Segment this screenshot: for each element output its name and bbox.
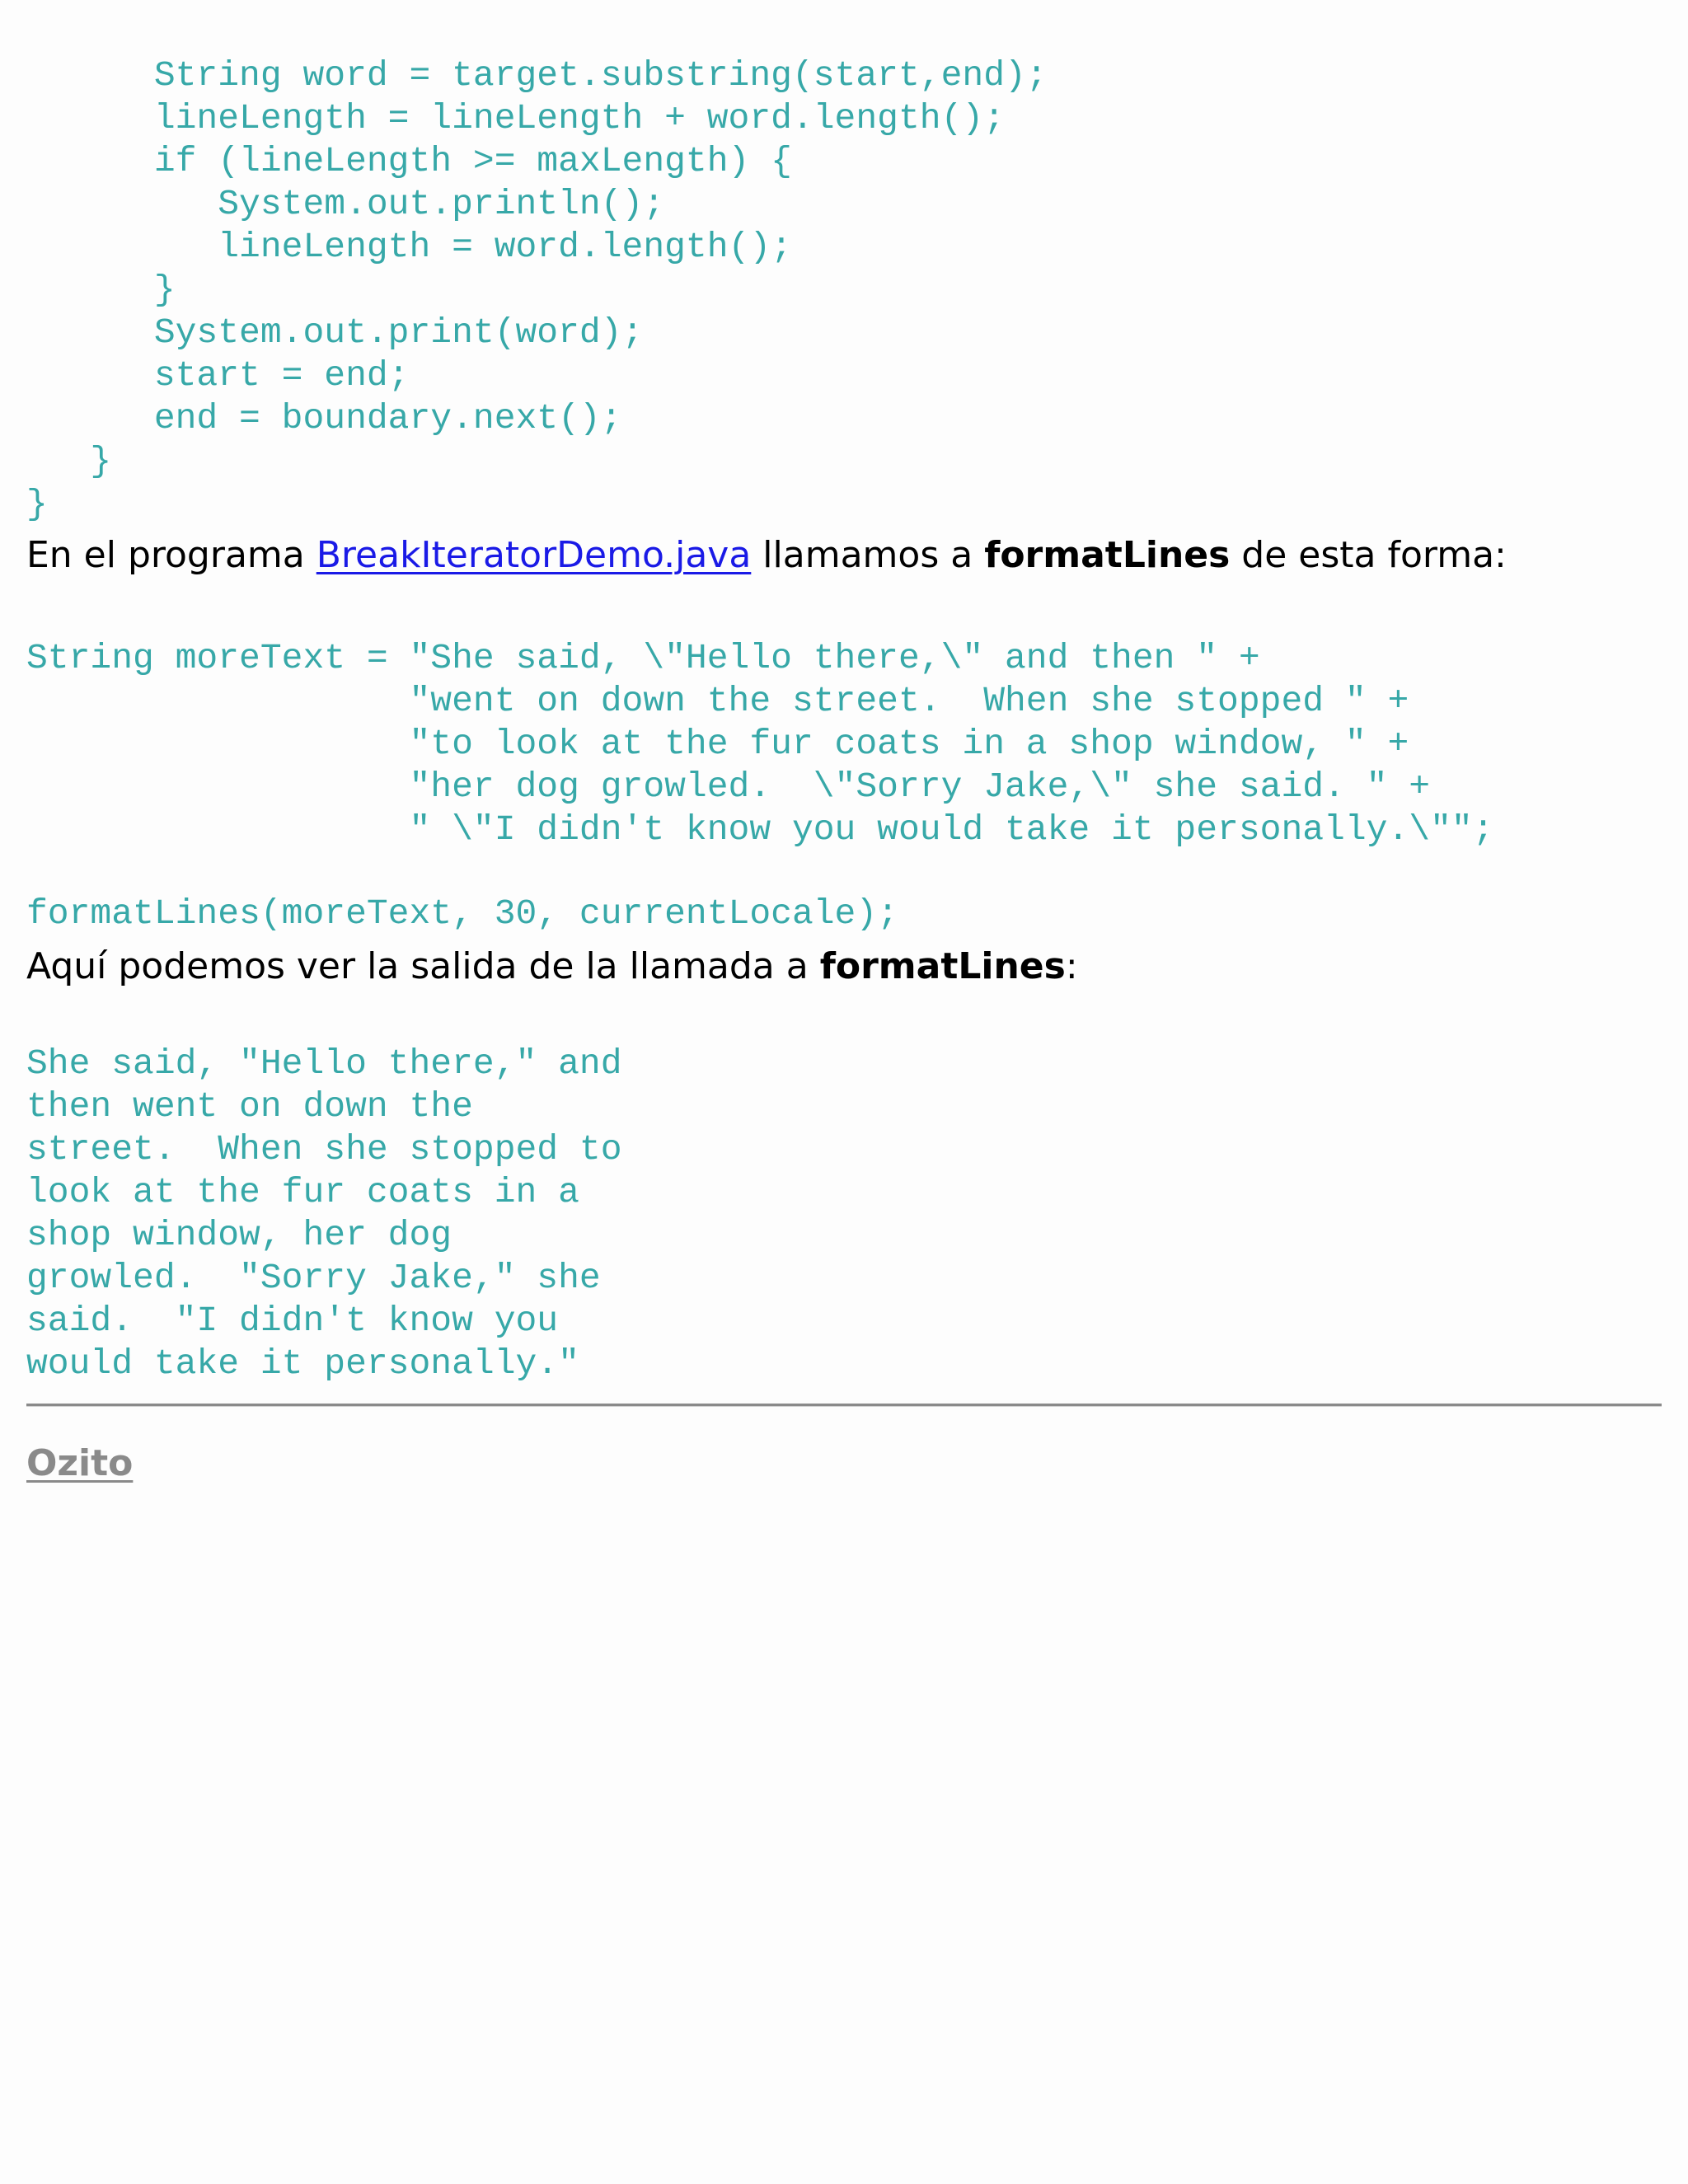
code-block-format-lines-loop	[26, 54, 1048, 526]
code-block-more-text	[26, 637, 1494, 851]
code-line: "her dog growled. \"Sorry Jake,\" she said. " +	[26, 766, 1431, 807]
ozito-link[interactable]: Ozito	[26, 1442, 134, 1484]
horizontal-divider	[26, 1404, 1662, 1407]
paragraph-text: de esta forma:	[1230, 534, 1507, 576]
intro-paragraph	[26, 532, 1507, 579]
output-intro-paragraph	[26, 944, 1078, 990]
code-line: System.out.print(word);	[26, 312, 644, 353]
code-line: }	[26, 269, 176, 310]
code-line: "went on down the street. When she stopped " +	[26, 681, 1409, 721]
method-name: formatLines	[819, 945, 1066, 987]
paragraph-text: En el programa	[26, 534, 316, 576]
code-line: String moreText = "She said, \"Hello there,\" and then " +	[26, 638, 1260, 678]
code-line: start = end;	[26, 355, 410, 396]
output-line: street. When she stopped to	[26, 1129, 622, 1169]
code-line: formatLines(moreText, 30, currentLocale);	[26, 893, 898, 934]
code-line: " \"I didn't know you would take it personally.\"";	[26, 809, 1494, 850]
code-block-format-lines-call	[26, 893, 898, 935]
code-block-output	[26, 1043, 622, 1385]
output-line: She said, "Hello there," and	[26, 1043, 622, 1084]
paragraph-text: Aquí podemos ver la salida de la llamada a	[26, 945, 820, 987]
method-name: formatLines	[984, 534, 1231, 576]
code-line: }	[26, 484, 48, 524]
code-line: "to look at the fur coats in a shop window, " +	[26, 724, 1409, 764]
code-line: end = boundary.next();	[26, 398, 622, 438]
breakiterator-demo-link[interactable]: BreakIteratorDemo.java	[316, 534, 752, 576]
code-line: }	[26, 441, 112, 481]
code-line: if (lineLength >= maxLength) {	[26, 141, 792, 181]
output-line: would take it personally."	[26, 1343, 579, 1384]
output-line: growled. "Sorry Jake," she	[26, 1258, 601, 1298]
code-line: lineLength = lineLength + word.length();	[26, 98, 1005, 138]
output-line: look at the fur coats in a	[26, 1172, 579, 1212]
paragraph-text: :	[1065, 945, 1078, 987]
code-line: String word = target.substring(start,end);	[26, 55, 1048, 96]
output-line: shop window, her dog	[26, 1215, 452, 1255]
code-line: System.out.println();	[26, 184, 665, 224]
paragraph-text: llamamos a	[751, 534, 985, 576]
output-line: then went on down the	[26, 1086, 473, 1127]
output-line: said. "I didn't know you	[26, 1301, 559, 1341]
code-line: lineLength = word.length();	[26, 227, 792, 267]
